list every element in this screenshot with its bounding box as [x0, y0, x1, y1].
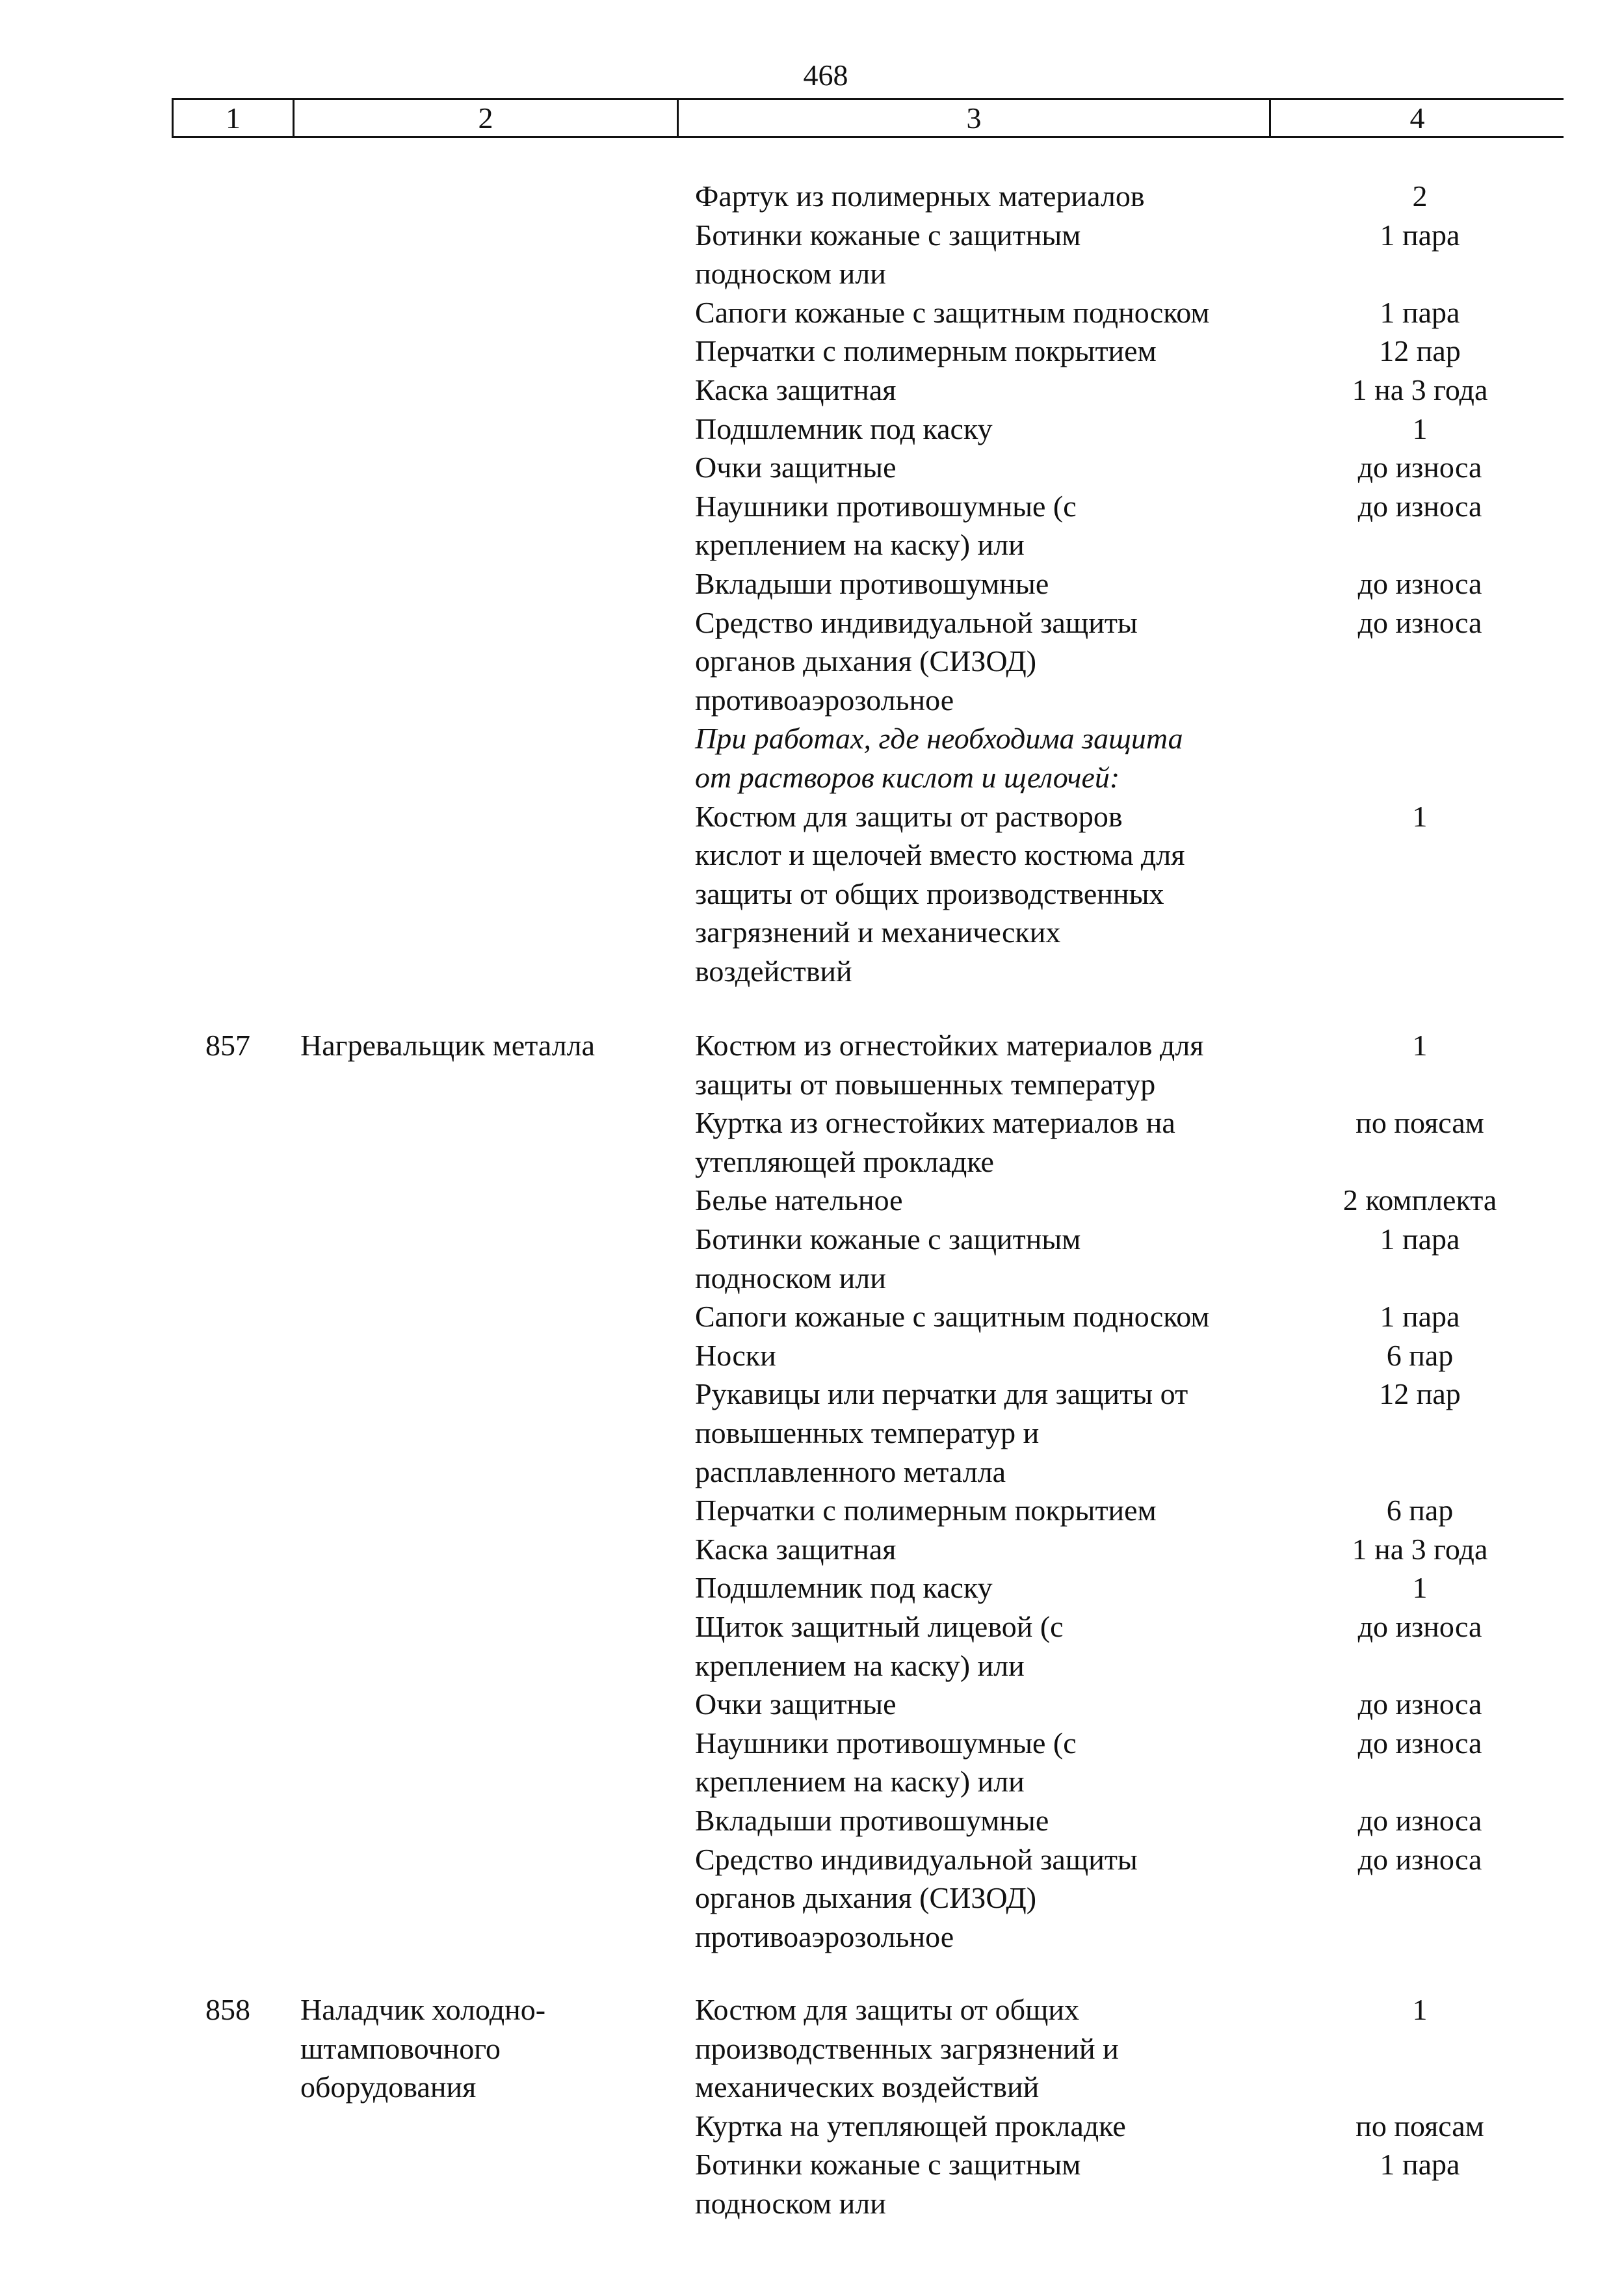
ppe-item-line: загрязнений и механических [695, 916, 1061, 949]
ppe-item [695, 371, 1293, 410]
ppe-item-line: Очки защитные [695, 1687, 897, 1721]
ppe-item-line: При работах, где необходима защита [695, 722, 1183, 756]
ppe-quantity: до износа [1357, 605, 1482, 639]
ppe-item-line: органов дыхания (СИЗОД) [695, 644, 1037, 678]
ppe-quantity: 6 пар [1386, 1494, 1454, 1527]
ppe-item-line: Средство индивидуальной защиты [695, 1842, 1138, 1876]
ppe-item-line: Рукавицы или перчатки для защиты от [695, 1377, 1188, 1411]
ppe-item-line: воздействий [695, 954, 852, 988]
profession-line: Наладчик холодно- [300, 1993, 546, 2026]
ppe-item [695, 216, 1293, 293]
ppe-quantity: 2 [1412, 179, 1428, 213]
profession-line: оборудования [300, 2070, 477, 2104]
ppe-item [695, 293, 1293, 332]
ppe-quantity: 2 комплекта [1342, 1183, 1497, 1217]
row-number: 857 [205, 1029, 250, 1062]
ppe-item-line: Перчатки с полимерным покрытием [695, 334, 1157, 368]
profession-name [300, 1990, 664, 2107]
ppe-item [695, 1568, 1293, 1607]
ppe-item-line: Белье нательное [695, 1183, 903, 1217]
ppe-item [695, 1801, 1293, 1840]
ppe-quantity: 1 [1412, 1993, 1428, 2026]
ppe-item-line: Вкладыши противошумные [695, 567, 1049, 600]
ppe-item [695, 1607, 1293, 1685]
ppe-item [695, 410, 1293, 449]
ppe-quantity: до износа [1357, 1687, 1482, 1721]
ppe-item-line: Очки защитные [695, 451, 897, 484]
profession-line: штамповочного [300, 2031, 501, 2065]
ppe-quantity: по поясам [1356, 2109, 1484, 2143]
ppe-item-line: от растворов кислот и щелочей: [695, 760, 1120, 794]
ppe-item-line: Каска защитная [695, 1532, 897, 1566]
ppe-item [695, 1724, 1293, 1801]
ppe-item-line: Вкладыши противошумные [695, 1804, 1049, 1837]
ppe-quantity: до износа [1357, 567, 1482, 600]
ppe-quantity: 1 пара [1380, 1222, 1460, 1256]
ppe-item-line: подноском или [695, 2186, 886, 2220]
ppe-item-line: Наушники противошумные (с [695, 489, 1077, 523]
ppe-item-line: креплением на каску) или [695, 1765, 1025, 1799]
ppe-item-line: органов дыхания (СИЗОД) [695, 1881, 1037, 1915]
ppe-item-line: креплением на каску) или [695, 528, 1025, 562]
ppe-item [695, 487, 1293, 564]
ppe-item-line: защиты от общих производственных [695, 877, 1164, 910]
ppe-item-line: Ботинки кожаные с защитным [695, 218, 1081, 252]
ppe-quantity: 12 пар [1379, 334, 1461, 368]
ppe-item-line: Подшлемник под каску [695, 412, 993, 445]
ppe-item-line: Ботинки кожаные с защитным [695, 2148, 1081, 2182]
ppe-item [695, 1685, 1293, 1724]
ppe-item [695, 1375, 1293, 1491]
ppe-item [695, 797, 1293, 991]
ppe-item [695, 177, 1293, 216]
ppe-item-line: Ботинки кожаные с защитным [695, 1222, 1081, 1256]
ppe-item [695, 1181, 1293, 1220]
ppe-item-line: утепляющей прокладке [695, 1144, 994, 1178]
ppe-item-line: производственных загрязнений и [695, 2031, 1119, 2065]
profession-line: Нагревальщик металла [300, 1029, 596, 1062]
ppe-item-line: Щиток защитный лицевой (с [695, 1610, 1064, 1643]
header-col-2: 2 [478, 101, 493, 135]
ppe-item [695, 332, 1293, 371]
ppe-quantity: 1 пара [1380, 218, 1460, 252]
ppe-item-line: Сапоги кожаные с защитным подноском [695, 1300, 1210, 1334]
ppe-item-line: защиты от повышенных температур [695, 1067, 1156, 1101]
ppe-item [695, 1297, 1293, 1336]
row-number: 858 [205, 1993, 250, 2026]
header-col-3: 3 [966, 101, 982, 135]
ppe-item [695, 1026, 1293, 1103]
ppe-item [695, 2145, 1293, 2223]
ppe-quantity: до износа [1357, 1726, 1482, 1760]
ppe-quantity: 1 на 3 года [1352, 1532, 1488, 1566]
page-number: 468 [803, 59, 848, 92]
ppe-item [695, 1840, 1293, 1957]
ppe-item-line: Сапоги кожаные с защитным подноском [695, 295, 1210, 329]
ppe-item [695, 1336, 1293, 1375]
ppe-item [695, 1220, 1293, 1297]
ppe-item-line: Наушники противошумные (с [695, 1726, 1077, 1760]
ppe-item [695, 564, 1293, 603]
ppe-item-line: Костюм для защиты от общих [695, 1993, 1080, 2026]
ppe-item-line: Средство индивидуальной защиты [695, 605, 1138, 639]
ppe-item-line: Костюм из огнестойких материалов для [695, 1029, 1204, 1062]
header-col-4: 4 [1409, 101, 1425, 135]
ppe-quantity: 6 пар [1386, 1338, 1454, 1372]
ppe-quantity: до износа [1357, 1842, 1482, 1876]
ppe-item-line: Фартук из полимерных материалов [695, 179, 1145, 213]
ppe-quantity: 1 пара [1380, 295, 1460, 329]
ppe-quantity: 1 [1412, 799, 1428, 833]
ppe-item-line: подноском или [695, 257, 886, 291]
ppe-item-line: креплением на каску) или [695, 1648, 1025, 1682]
ppe-quantity: 1 [1412, 412, 1428, 445]
ppe-item-line: противоаэрозольное [695, 1920, 954, 1953]
ppe-quantity: 12 пар [1379, 1377, 1461, 1411]
ppe-quantity: до износа [1357, 1804, 1482, 1837]
ppe-quantity: 1 пара [1380, 2148, 1460, 2182]
ppe-item-line: расплавленного металла [695, 1455, 1006, 1488]
ppe-item-line: Каска защитная [695, 373, 897, 406]
ppe-item-line: Куртка на утепляющей прокладке [695, 2109, 1126, 2143]
ppe-item [695, 448, 1293, 487]
ppe-quantity: до износа [1357, 1610, 1482, 1643]
ppe-item [695, 1530, 1293, 1569]
ppe-quantity: по поясам [1356, 1106, 1484, 1140]
ppe-item [695, 603, 1293, 720]
ppe-item-line: Подшлемник под каску [695, 1571, 993, 1605]
ppe-quantity: до износа [1357, 489, 1482, 523]
ppe-item-line: кислот и щелочей вместо костюма для [695, 838, 1185, 872]
ppe-item-line: Перчатки с полимерным покрытием [695, 1494, 1157, 1527]
ppe-item [695, 1990, 1293, 2107]
ppe-item-line: повышенных температур и [695, 1416, 1040, 1449]
ppe-item-line: Носки [695, 1338, 776, 1372]
header-col-1: 1 [226, 101, 241, 135]
ppe-item-line: подноском или [695, 1261, 886, 1295]
ppe-item-line: Куртка из огнестойких материалов на [695, 1106, 1175, 1140]
ppe-quantity: 1 [1412, 1029, 1428, 1062]
ppe-item [695, 1103, 1293, 1181]
ppe-item-line: противоаэрозольное [695, 683, 954, 717]
ppe-quantity: 1 на 3 года [1352, 373, 1488, 406]
profession-name [300, 1026, 664, 1065]
ppe-item-line: механических воздействий [695, 2070, 1040, 2104]
ppe-item-line: Костюм для защиты от растворов [695, 799, 1123, 833]
ppe-quantity: до износа [1357, 451, 1482, 484]
ppe-item [695, 2107, 1293, 2146]
ppe-quantity: 1 пара [1380, 1300, 1460, 1334]
condition-note [695, 719, 1293, 797]
ppe-quantity: 1 [1412, 1571, 1428, 1605]
ppe-item [695, 1491, 1293, 1530]
